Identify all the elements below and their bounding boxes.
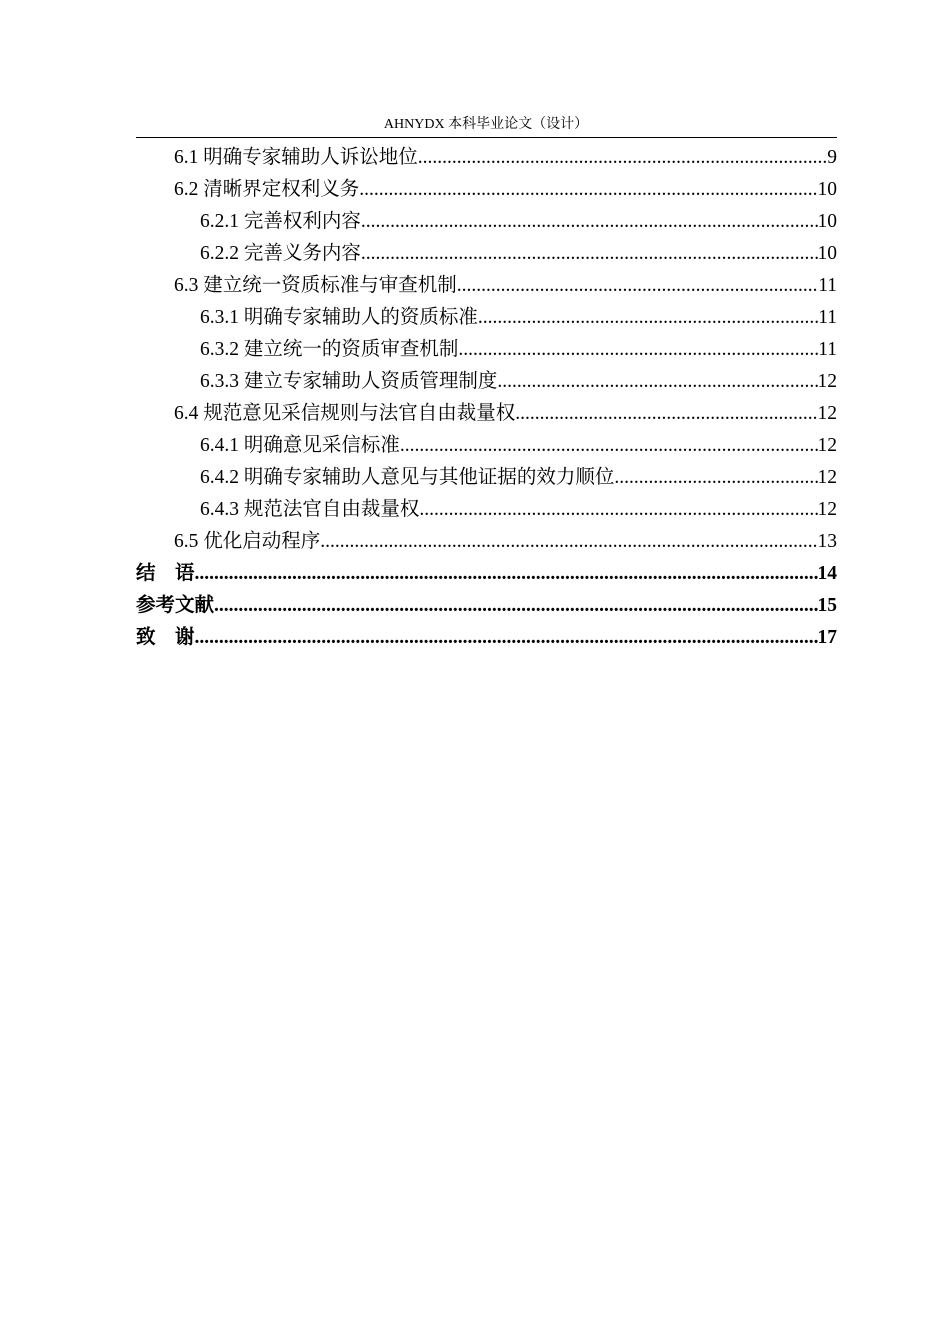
toc-entry-title: 6.4 规范意见采信规则与法官自由裁量权: [174, 403, 516, 424]
toc-entry-title: 6.4.1 明确意见采信标准: [200, 435, 400, 456]
toc-entry[interactable]: [136, 526, 837, 558]
toc-dot-leader: [359, 174, 817, 206]
toc-entry-title: 6.4.2 明确专家辅助人意见与其他证据的效力顺位: [200, 467, 615, 488]
toc-entry-page: 13: [817, 531, 837, 552]
toc-entry-page: 14: [817, 563, 837, 584]
toc-entry-page: 10: [817, 179, 837, 200]
toc-entry-title: 6.3.1 明确专家辅助人的资质标准: [200, 307, 478, 328]
toc-entry-title: 6.2.1 完善权利内容: [200, 211, 361, 232]
toc-dot-leader: [515, 398, 817, 430]
table-of-contents: [136, 142, 837, 654]
toc-entry[interactable]: [136, 494, 837, 526]
toc-entry-title: 6.2.2 完善义务内容: [200, 243, 361, 264]
toc-entry-page: 10: [817, 211, 837, 232]
toc-title-char: 致: [136, 627, 156, 648]
toc-entry[interactable]: [136, 334, 837, 366]
toc-entry-acknowledgements[interactable]: [136, 622, 837, 654]
toc-dot-leader: [361, 238, 818, 270]
toc-entry-title: [136, 622, 195, 654]
toc-dot-leader: [458, 334, 818, 366]
toc-dot-leader: [195, 558, 818, 590]
toc-title-char: 语: [175, 563, 195, 584]
toc-entry-conclusion[interactable]: [136, 558, 837, 590]
toc-dot-leader: [614, 462, 817, 494]
toc-dot-leader: [497, 366, 817, 398]
toc-entry-page: 11: [818, 307, 837, 328]
toc-entry[interactable]: [136, 142, 837, 174]
toc-dot-leader: [320, 526, 817, 558]
toc-entry[interactable]: [136, 174, 837, 206]
toc-dot-leader: [419, 494, 817, 526]
toc-entry-page: 12: [817, 371, 837, 392]
toc-entry-page: 17: [817, 627, 837, 648]
toc-dot-leader: [400, 430, 818, 462]
toc-entry[interactable]: [136, 238, 837, 270]
header-rule: [136, 137, 837, 138]
page-header: AHNYDX 本科毕业论文（设计）: [383, 117, 589, 132]
toc-entry-page: 10: [817, 243, 837, 264]
toc-entry-page: 12: [817, 499, 837, 520]
toc-entry[interactable]: [136, 430, 837, 462]
toc-entry-title: 6.3 建立统一资质标准与审查机制: [174, 275, 457, 296]
toc-entry[interactable]: [136, 302, 837, 334]
toc-entry-title: 6.2 清晰界定权利义务: [174, 179, 360, 200]
toc-dot-leader: [418, 142, 827, 174]
toc-dot-leader: [195, 622, 818, 654]
toc-entry-title: 6.4.3 规范法官自由裁量权: [200, 499, 420, 520]
toc-entry[interactable]: [136, 398, 837, 430]
toc-entry[interactable]: [136, 462, 837, 494]
toc-entry-title: 6.1 明确专家辅助人诉讼地位: [174, 147, 418, 168]
toc-entry-references[interactable]: [136, 590, 837, 622]
toc-entry-title: 6.3.3 建立专家辅助人资质管理制度: [200, 371, 498, 392]
toc-dot-leader: [214, 590, 817, 622]
toc-entry-title: [136, 558, 195, 590]
toc-entry-page: 12: [817, 467, 837, 488]
toc-entry-title: 参考文献: [136, 595, 215, 616]
toc-dot-leader: [457, 270, 818, 302]
toc-title-char: 谢: [175, 627, 195, 648]
toc-entry-title: 6.3.2 建立统一的资质审查机制: [200, 339, 459, 360]
toc-entry-title: 6.5 优化启动程序: [174, 531, 321, 552]
toc-entry[interactable]: [136, 206, 837, 238]
toc-entry-page: 11: [818, 339, 837, 360]
toc-dot-leader: [361, 206, 818, 238]
toc-entry-page: 15: [817, 595, 837, 616]
toc-entry-page: 11: [818, 275, 837, 296]
toc-entry-page: 12: [817, 435, 837, 456]
toc-entry-page: 9: [827, 147, 837, 168]
toc-entry[interactable]: [136, 270, 837, 302]
toc-dot-leader: [478, 302, 818, 334]
toc-entry-page: 12: [817, 403, 837, 424]
toc-title-char: 结: [136, 563, 156, 584]
toc-entry[interactable]: [136, 366, 837, 398]
